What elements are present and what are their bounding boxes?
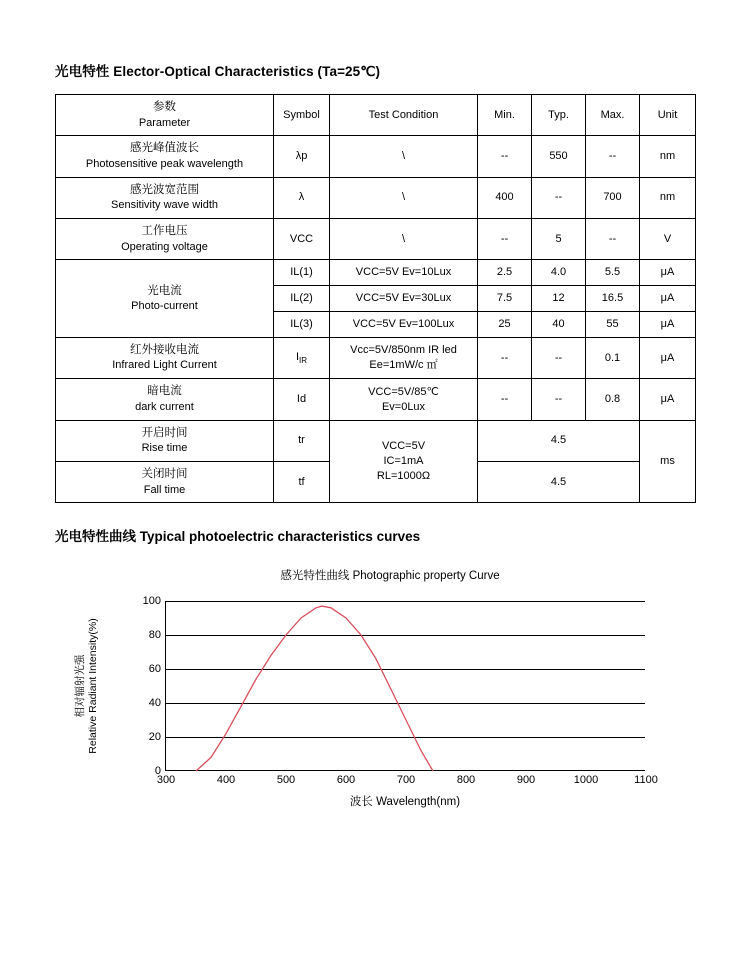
row-parameter: [56, 177, 274, 218]
row-parameter-photocurrent: [56, 260, 274, 338]
table-header-row: [56, 95, 696, 136]
xtick-500: 500: [276, 774, 296, 787]
header-typ: Typ.: [532, 95, 586, 136]
row-max: --: [586, 219, 640, 260]
row-parameter-cn: 暗电流: [147, 385, 182, 398]
row-symbol: tr: [274, 420, 330, 461]
row-parameter-en: Infrared Light Current: [112, 359, 217, 372]
row-condition: \: [330, 177, 478, 218]
row-parameter: [56, 420, 274, 461]
row-condition: \: [330, 219, 478, 260]
row-max: 16.5: [586, 286, 640, 312]
table-row-rise-time: [56, 420, 696, 461]
row-min: 400: [478, 177, 532, 218]
row-parameter-en: dark current: [135, 400, 194, 413]
row-typ: 5: [532, 219, 586, 260]
row-unit-timing: ms: [640, 420, 696, 503]
row-parameter: [56, 337, 274, 378]
row-parameter-en: Sensitivity wave width: [111, 199, 218, 212]
chart-plot-area: [142, 595, 658, 787]
row-condition: [330, 379, 478, 420]
table-row-dark-current: [56, 379, 696, 420]
header-test-condition: Test Condition: [330, 95, 478, 136]
xtick-1100: 1100: [634, 774, 658, 787]
row-typ: --: [532, 379, 586, 420]
ytick-40: 40: [148, 697, 161, 710]
row-typ: 12: [532, 286, 586, 312]
ytick-80: 80: [148, 629, 161, 642]
row-typ: 40: [532, 312, 586, 338]
row-parameter-cn: 红外接收电流: [130, 343, 199, 356]
chart-title: 感光特性曲线 Photographic property Curve: [280, 570, 500, 583]
row-max: 5.5: [586, 260, 640, 286]
page-title: 光电特性 Elector-Optical Characteristics (Ta=25℃): [55, 64, 381, 79]
row-condition-line3: RL=1000Ω: [376, 469, 431, 482]
row-parameter-cn: 感光波宽范围: [130, 183, 199, 196]
row-symbol: IL(2): [274, 286, 330, 312]
curves-section-title: 光电特性曲线 Typical photoelectric characteristics curves: [55, 529, 421, 545]
ytick-0: 0: [154, 765, 161, 778]
row-condition: VCC=5V Ev=10Lux: [330, 260, 478, 286]
xtick-800: 800: [456, 774, 476, 787]
chart-y-axis-label-en: Relative Radiant Intensity(%): [87, 618, 99, 755]
table-row: [56, 177, 696, 218]
row-symbol-sub: IR: [299, 355, 308, 365]
row-condition-line1: VCC=5V/85℃: [368, 385, 439, 398]
header-parameter-cn: 参数: [153, 101, 176, 113]
row-value-rise: 4.5: [478, 420, 640, 461]
header-parameter: [56, 95, 274, 136]
row-max: --: [586, 136, 640, 177]
row-symbol-main: I: [295, 350, 300, 363]
header-unit: Unit: [640, 95, 696, 136]
header-min: Min.: [478, 95, 532, 136]
row-unit: μA: [640, 337, 696, 378]
ytick-20: 20: [148, 731, 161, 744]
row-condition-line2: Ee=1mW/c ㎡: [369, 359, 438, 372]
row-condition: VCC=5V Ev=30Lux: [330, 286, 478, 312]
header-parameter-en: Parameter: [138, 116, 191, 129]
row-typ: --: [532, 177, 586, 218]
xtick-1000: 1000: [573, 774, 599, 787]
row-symbol: Id: [274, 379, 330, 420]
row-condition-timing: [330, 420, 478, 503]
row-symbol: IL(1): [274, 260, 330, 286]
row-parameter-en: Fall time: [143, 483, 186, 496]
photographic-property-chart: [55, 567, 695, 831]
xtick-300: 300: [156, 774, 176, 787]
row-parameter-cn: 开启时间: [141, 426, 188, 439]
ytick-100: 100: [142, 595, 161, 608]
header-symbol: Symbol: [274, 95, 330, 136]
row-parameter-cn: 工作电压: [141, 225, 188, 238]
row-parameter: [56, 379, 274, 420]
table-row: [56, 219, 696, 260]
row-typ: --: [532, 337, 586, 378]
row-min: --: [478, 136, 532, 177]
header-max: Max.: [586, 95, 640, 136]
row-parameter-en: Photosensitive peak wavelength: [85, 157, 244, 170]
ytick-60: 60: [148, 663, 161, 676]
row-min: 2.5: [478, 260, 532, 286]
row-parameter: [56, 219, 274, 260]
row-max: 0.1: [586, 337, 640, 378]
row-typ: 4.0: [532, 260, 586, 286]
row-min: --: [478, 337, 532, 378]
xtick-400: 400: [216, 774, 236, 787]
row-condition-line1: VCC=5V: [381, 440, 426, 453]
row-typ: 550: [532, 136, 586, 177]
chart-x-axis-label: 波长 Wavelength(nm): [349, 796, 461, 809]
xtick-900: 900: [516, 774, 536, 787]
row-unit: μA: [640, 379, 696, 420]
row-min: 25: [478, 312, 532, 338]
xtick-600: 600: [336, 774, 356, 787]
table-row-infrared: [56, 337, 696, 378]
row-parameter-en: Operating voltage: [121, 240, 208, 253]
row-unit: nm: [640, 177, 696, 218]
row-symbol: [274, 337, 330, 378]
row-condition: \: [330, 136, 478, 177]
row-parameter-cn: 感光峰值波长: [130, 142, 199, 155]
row-max: 55: [586, 312, 640, 338]
row-parameter-en: Photo-current: [131, 300, 198, 313]
table-row-photocurrent-1: [56, 260, 696, 286]
row-min: 7.5: [478, 286, 532, 312]
xtick-700: 700: [396, 774, 416, 787]
row-parameter-cn: 关闭时间: [141, 468, 188, 481]
row-max: 0.8: [586, 379, 640, 420]
row-parameter: [56, 136, 274, 177]
chart-y-axis-label: [74, 619, 100, 754]
row-condition: VCC=5V Ev=100Lux: [330, 312, 478, 338]
row-condition: [330, 337, 478, 378]
row-symbol: λ: [274, 177, 330, 218]
row-value-fall: 4.5: [478, 462, 640, 503]
row-min: --: [478, 219, 532, 260]
row-parameter: [56, 462, 274, 503]
row-condition-line2: IC=1mA: [383, 455, 424, 468]
row-unit: μA: [640, 312, 696, 338]
row-min: --: [478, 379, 532, 420]
row-condition-line1: Vcc=5V/850nm IR led: [350, 344, 457, 357]
row-unit: μA: [640, 286, 696, 312]
row-symbol: λp: [274, 136, 330, 177]
row-condition-line2: Ev=0Lux: [381, 400, 426, 413]
row-unit: nm: [640, 136, 696, 177]
electro-optical-characteristics-table: [55, 94, 696, 503]
row-symbol: IL(3): [274, 312, 330, 338]
spectral-response-curve: [166, 601, 646, 771]
row-unit: V: [640, 219, 696, 260]
row-parameter-cn: 光电流: [147, 284, 182, 297]
chart-y-axis-label-cn: 相对辐射光强: [73, 654, 86, 718]
row-unit: μA: [640, 260, 696, 286]
row-parameter-en: Rise time: [141, 442, 188, 455]
row-symbol: tf: [274, 462, 330, 503]
row-symbol: VCC: [274, 219, 330, 260]
table-row: [56, 136, 696, 177]
row-max: 700: [586, 177, 640, 218]
